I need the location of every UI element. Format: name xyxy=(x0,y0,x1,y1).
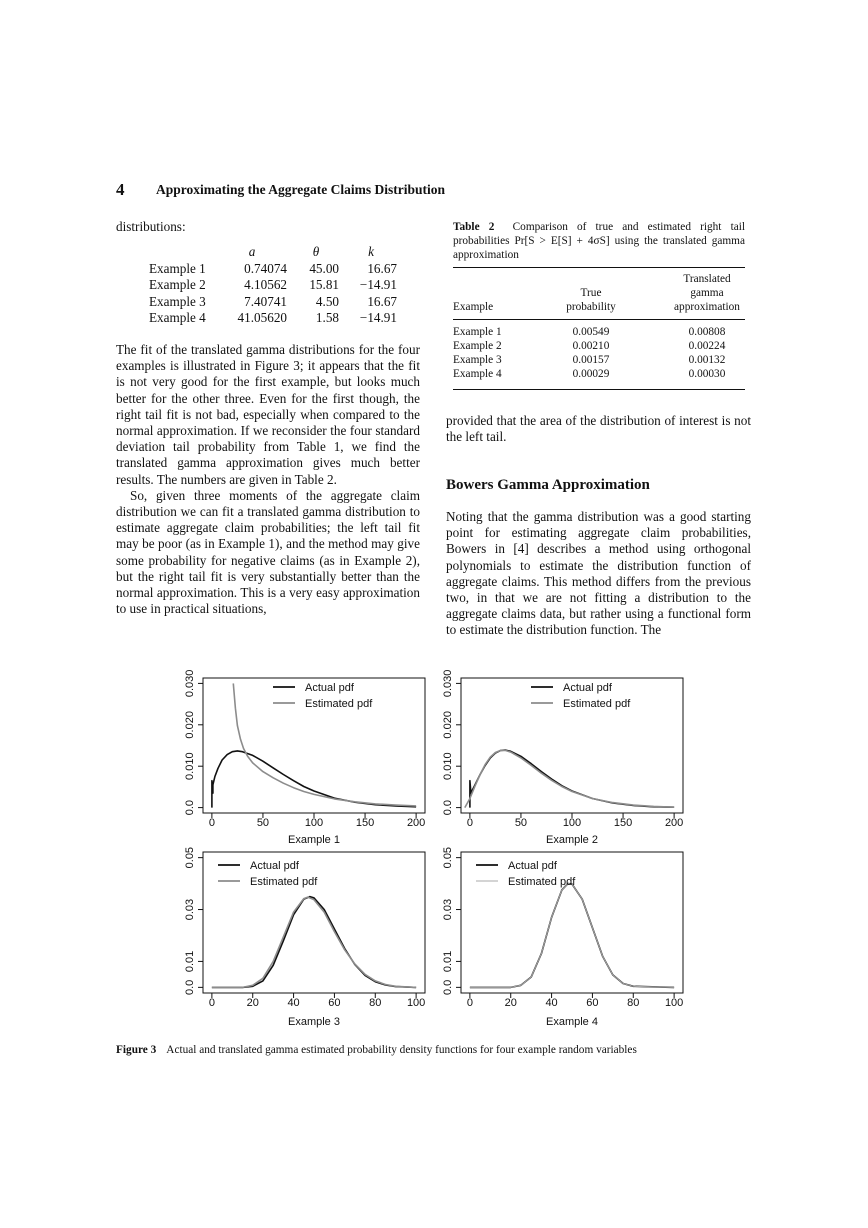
x-tick-label: 50 xyxy=(256,817,270,829)
table2-cell: 0.00808 xyxy=(688,326,726,338)
param-cell: Example 1 xyxy=(149,260,206,276)
table2-col-approx-1: Translated xyxy=(683,273,731,285)
param-header-theta: θ xyxy=(312,244,320,259)
y-tick-label: 0.020 xyxy=(442,711,454,739)
y-tick-label: 0.0 xyxy=(184,979,196,996)
figure-caption xyxy=(116,1044,756,1056)
param-cell: 4.50 xyxy=(315,293,339,309)
chart-panel-4 xyxy=(442,847,683,1028)
y-tick-label: 0.03 xyxy=(442,898,454,921)
x-tick-label: 200 xyxy=(406,817,426,829)
x-tick-label: 60 xyxy=(328,997,341,1009)
legend-label: Actual pdf xyxy=(563,682,612,694)
table2-caption-text: Comparison of true and estimated right tail probabilities Pr[S > E[S] + 4σS] using the translated gamma approximation xyxy=(453,221,745,261)
paragraph-continuation: provided that the area of the distribution of interest is not the left tail. xyxy=(446,413,751,445)
x-tick-label: 100 xyxy=(406,997,426,1009)
section-title: Bowers Gamma Approximation xyxy=(446,477,650,493)
table2-cell: 0.00157 xyxy=(572,354,610,366)
table2-cell: 0.00030 xyxy=(688,368,726,380)
param-cell: 45.00 xyxy=(309,260,339,276)
y-tick-label: 0.05 xyxy=(184,846,196,869)
paragraph-bowers: Noting that the gamma distribution was a good starting point for estimating aggregate claim probabilities, Bowers in [4] describes a method using orthogonal polynomials to estimate the distribution function of aggregate claims. This method differs from the previous two, in that we are not fitting a distribution to the aggregate claims data, but rather using a functional form to estimate the distribution function. The xyxy=(446,509,751,638)
running-title: Approximating the Aggregate Claims Distribution xyxy=(156,182,446,197)
table2-col-true-2: probability xyxy=(566,301,616,313)
param-cell: 1.58 xyxy=(315,310,339,325)
series-line-actual xyxy=(470,884,674,988)
chart-panel-2 xyxy=(442,670,683,846)
table2-cell: 0.00210 xyxy=(572,340,610,352)
series-line-actual xyxy=(212,751,416,808)
x-axis-label: Example 2 xyxy=(546,834,598,846)
y-tick-label: 0.03 xyxy=(184,898,196,921)
param-cell: −14.91 xyxy=(359,277,397,292)
param-cell: 16.67 xyxy=(367,260,397,276)
x-tick-label: 60 xyxy=(586,997,599,1009)
paragraph-summary: So, given three moments of the aggregate claim distribution we can fit a translated gamma distribution to estimate aggregate claim probabilities; the left tail fit may be poor (as in Example 1), and the method may give some probability for negative claims (as in Example 2), but the right tail fit is very substantially better than the normal approximation. This is a very easy approximation to use in practical situations, xyxy=(116,487,420,617)
x-tick-label: 200 xyxy=(664,817,684,829)
legend-label: Estimated pdf xyxy=(563,698,631,710)
x-tick-label: 100 xyxy=(664,997,684,1009)
x-tick-label: 0 xyxy=(208,997,215,1009)
param-cell: Example 2 xyxy=(149,277,206,292)
table2-label: Table 2 xyxy=(453,221,495,233)
series-line-estimated xyxy=(470,884,674,988)
table2-cell: Example 4 xyxy=(453,368,502,380)
y-tick-label: 0.0 xyxy=(442,799,454,816)
param-cell: 7.40741 xyxy=(244,293,287,309)
x-tick-label: 150 xyxy=(613,817,633,829)
x-tick-label: 100 xyxy=(562,817,582,829)
figure-caption-text: Actual and translated gamma estimated probability density functions for four example random variables xyxy=(166,1044,637,1056)
param-cell: 41.05620 xyxy=(237,310,287,325)
y-tick-label: 0.030 xyxy=(442,669,454,698)
intro-text: distributions: xyxy=(116,219,186,234)
param-cell: 4.10562 xyxy=(244,277,287,292)
y-tick-label: 0.05 xyxy=(442,846,454,869)
param-cell: Example 4 xyxy=(149,310,206,325)
x-tick-label: 50 xyxy=(514,817,528,829)
table2-cell: 0.00029 xyxy=(572,368,610,380)
x-tick-label: 100 xyxy=(304,817,324,829)
series-line-estimated xyxy=(465,751,674,808)
table2-cell: 0.00224 xyxy=(688,340,726,352)
table2-cell: Example 2 xyxy=(453,340,502,352)
legend-label: Actual pdf xyxy=(250,860,299,872)
table2-cell: Example 3 xyxy=(453,354,502,366)
y-tick-label: 0.010 xyxy=(442,752,454,780)
param-cell: 0.74074 xyxy=(244,260,287,276)
x-tick-label: 0 xyxy=(208,817,215,829)
x-tick-label: 40 xyxy=(287,997,300,1009)
y-tick-label: 0.030 xyxy=(184,669,196,698)
x-tick-label: 40 xyxy=(545,997,558,1009)
chart-panel-1 xyxy=(184,670,425,846)
param-cell: 15.81 xyxy=(309,277,339,292)
table2-col-approx-2: gamma xyxy=(690,287,724,299)
page-number: 4 xyxy=(116,180,125,199)
table2-cell: Example 1 xyxy=(453,326,502,338)
x-tick-label: 20 xyxy=(246,997,259,1009)
legend-label: Actual pdf xyxy=(508,860,557,872)
series-line-actual xyxy=(470,750,674,808)
param-cell: Example 3 xyxy=(149,293,206,309)
chart-panel-3 xyxy=(184,847,425,1028)
legend-label: Estimated pdf xyxy=(250,876,318,888)
y-tick-label: 0.0 xyxy=(184,799,196,816)
param-cell: −14.91 xyxy=(359,310,397,325)
paragraph-fit: The fit of the translated gamma distributions for the four examples is illustrated in Figure 3; it appears that the fit is not very good for the first example, but looks much better for the other three. Even for the first though, the right tail fit is not bad, especially when compared to the normal approximation. If we reconsider the four standard deviation tail probability from Table 1, we find the translated gamma approximation gives much better results. The numbers are given in Table 2. xyxy=(116,342,420,487)
x-axis-label: Example 1 xyxy=(288,834,340,846)
y-tick-label: 0.020 xyxy=(184,711,196,739)
x-tick-label: 0 xyxy=(466,817,473,829)
y-tick-label: 0.01 xyxy=(184,950,196,973)
table2-col-true-1: True xyxy=(580,287,602,299)
param-header-a: a xyxy=(248,244,256,259)
figure-label: Figure 3 xyxy=(116,1044,157,1056)
series-line-actual xyxy=(212,897,416,988)
y-tick-label: 0.0 xyxy=(442,979,454,996)
param-cell: 16.67 xyxy=(367,293,397,309)
x-tick-label: 20 xyxy=(504,997,517,1009)
table2-cell: 0.00132 xyxy=(688,354,726,366)
param-header-k: k xyxy=(368,244,374,259)
table2-col-example: Example xyxy=(453,301,494,313)
x-axis-label: Example 3 xyxy=(288,1016,340,1028)
y-tick-label: 0.010 xyxy=(184,752,196,780)
series-line-estimated xyxy=(212,897,416,987)
plot-frame xyxy=(461,852,683,993)
legend-label: Estimated pdf xyxy=(508,876,576,888)
x-axis-label: Example 4 xyxy=(546,1016,598,1028)
x-tick-label: 0 xyxy=(466,997,473,1009)
legend-label: Estimated pdf xyxy=(305,698,373,710)
x-tick-label: 150 xyxy=(355,817,375,829)
table2-cell: 0.00549 xyxy=(572,326,610,338)
y-tick-label: 0.01 xyxy=(442,950,454,973)
plot-frame xyxy=(203,852,425,993)
table2-col-approx-3: approximation xyxy=(674,301,740,313)
x-tick-label: 80 xyxy=(627,997,640,1009)
x-tick-label: 80 xyxy=(369,997,382,1009)
legend-label: Actual pdf xyxy=(305,682,354,694)
